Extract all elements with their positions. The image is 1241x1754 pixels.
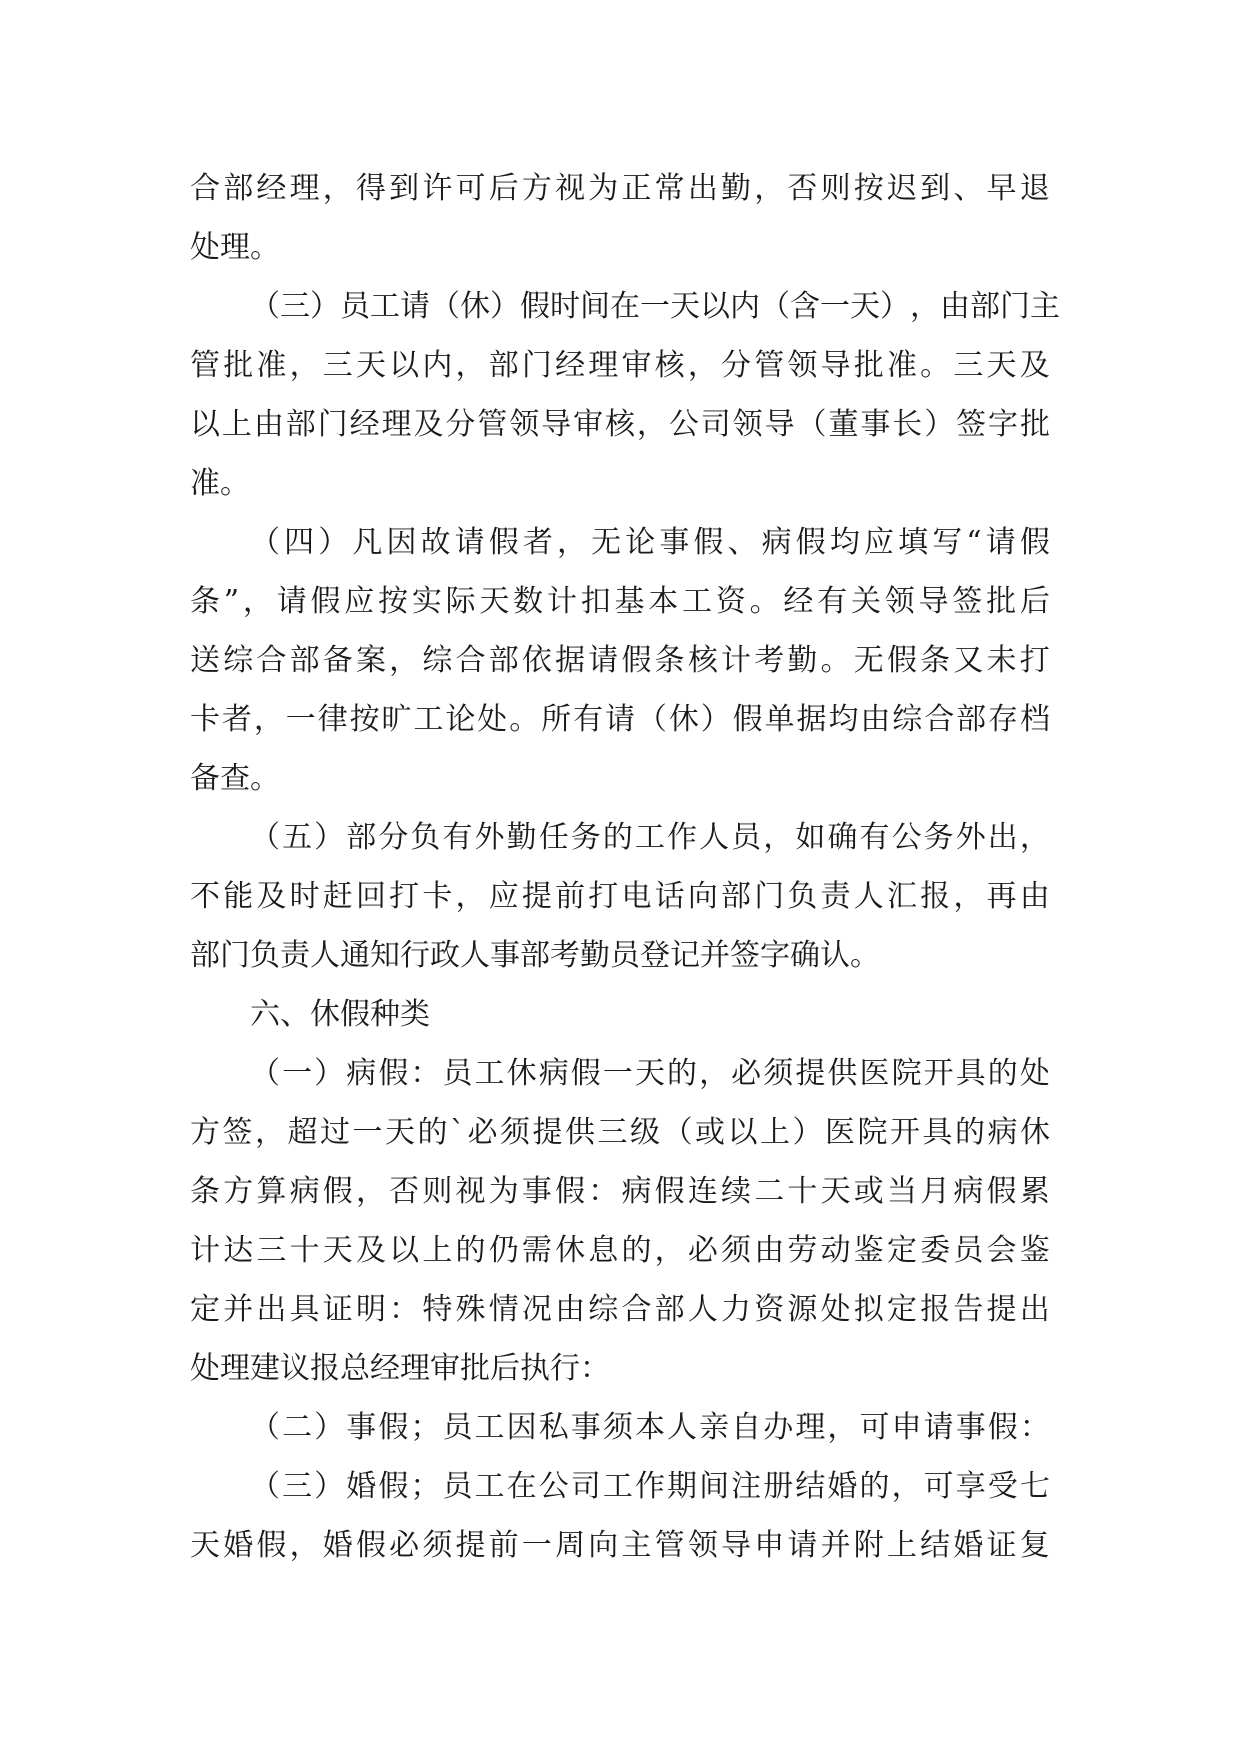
text-line: 条 方 算 病 假 ， 否 则 视 为 事 假 ： 病 假 连 续 二 十 天 或 当 月 病 假 累 bbox=[190, 1174, 1050, 1209]
text-line: （ 一 ） 病 假 ： 员 工 休 病 假 一 天 的 ， 必 须 提 供 医 院 开 具 的 处 bbox=[250, 1056, 1050, 1091]
text-line: 备查。 bbox=[190, 761, 280, 796]
text-line: 准。 bbox=[190, 466, 250, 501]
text-line: 天 婚 假 ， 婚 假 必 须 提 前 一 周 向 主 管 领 导 申 请 并 附 上 结 婚 证 复 bbox=[190, 1528, 1050, 1563]
text-line: 合 部 经 理 ， 得 到 许 可 后 方 视 为 正 常 出 勤 ， 否 则 按 迟 到 、 早 退 bbox=[190, 171, 1050, 206]
text-line: （ 三 ） 婚 假 ； 员 工 在 公 司 工 作 期 间 注 册 结 婚 的 ， 可 享 受 七 bbox=[250, 1469, 1050, 1504]
text-line: 送 综 合 部 备 案 ， 综 合 部 依 据 请 假 条 核 计 考 勤 。 无 假 条 又 未 打 bbox=[190, 643, 1050, 678]
text-line: 六、休假种类 bbox=[250, 997, 430, 1032]
text-line: 定 并 出 具 证 明 ： 特 殊 情 况 由 综 合 部 人 力 资 源 处 拟 定 报 告 提 出 bbox=[190, 1292, 1050, 1327]
text-line: （ 四 ） 凡 因 故 请 假 者 ， 无 论 事 假 、 病 假 均 应 填 写 “ 请 假 bbox=[250, 525, 1050, 560]
text-line: （ 五 ） 部 分 负 有 外 勤 任 务 的 工 作 人 员 ， 如 确 有 公 务 外 出 ， bbox=[250, 820, 1050, 855]
document-body bbox=[190, 159, 1060, 1575]
text-line: （ 三 ） 员 工 请 （ 休 ） 假 时 间 在 一 天 以 内 （ 含 一 天 ） ， 由 部 门 主 bbox=[250, 289, 1060, 324]
text-line: 卡 者 ， 一 律 按 旷 工 论 处 。 所 有 请 （ 休 ） 假 单 据 均 由 综 合 部 存 档 bbox=[190, 702, 1050, 737]
text-line: 管 批 准 ， 三 天 以 内 ， 部 门 经 理 审 核 ， 分 管 领 导 批 准 。 三 天 及 bbox=[190, 348, 1050, 383]
text-line: 以 上 由 部 门 经 理 及 分 管 领 导 审 核 ， 公 司 领 导 （ 董 事 长 ） 签 字 批 bbox=[190, 407, 1050, 442]
text-line: 方 签 ， 超 过 一 天 的 ` 必 须 提 供 三 级 （ 或 以 上 ） 医 院 开 具 的 病 休 bbox=[190, 1115, 1050, 1150]
text-line: 计 达 三 十 天 及 以 上 的 仍 需 休 息 的 ， 必 须 由 劳 动 鉴 定 委 员 会 鉴 bbox=[190, 1233, 1050, 1268]
text-line: 处理建议报总经理审批后执行： bbox=[190, 1351, 610, 1386]
text-line: （ 二 ） 事 假 ； 员 工 因 私 事 须 本 人 亲 自 办 理 ， 可 申 请 事 假 ： bbox=[250, 1410, 1050, 1445]
text-line: 不 能 及 时 赶 回 打 卡 ， 应 提 前 打 电 话 向 部 门 负 责 人 汇 报 ， 再 由 bbox=[190, 879, 1050, 914]
text-line: 部门负责人通知行政人事部考勤员登记并签字确认。 bbox=[190, 938, 880, 973]
text-line: 条 ” ， 请 假 应 按 实 际 天 数 计 扣 基 本 工 资 。 经 有 关 领 导 签 批 后 bbox=[190, 584, 1050, 619]
text-line: 处理。 bbox=[190, 230, 280, 265]
